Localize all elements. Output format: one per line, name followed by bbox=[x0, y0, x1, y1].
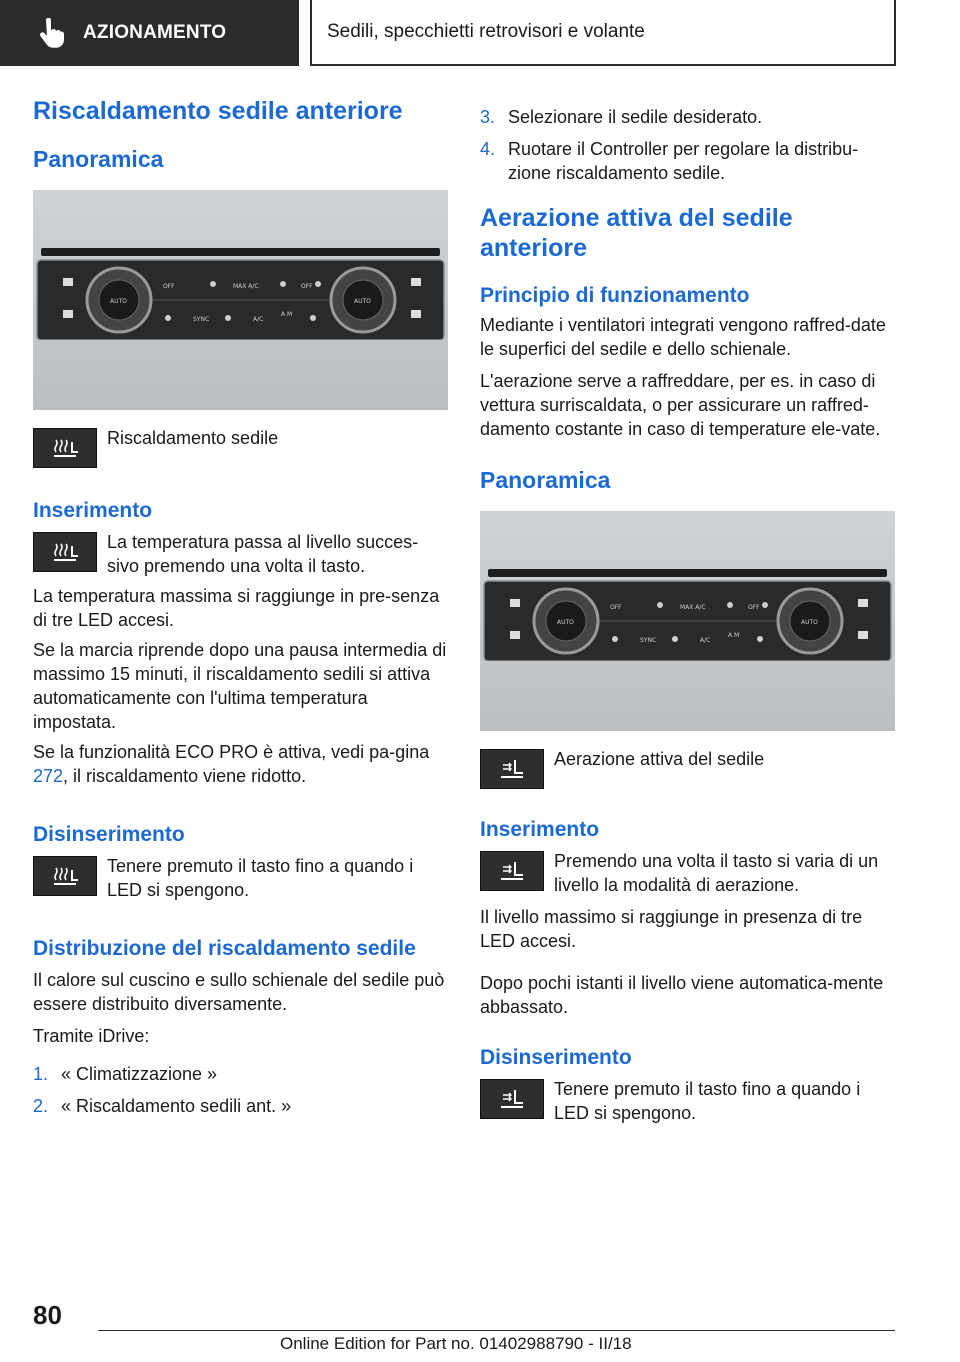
list-item bbox=[33, 1094, 447, 1118]
panel-label-off-right: OFF bbox=[301, 282, 313, 290]
heading-switch-on: Inserimento bbox=[480, 817, 600, 841]
panel-label-auto-right: AUTO bbox=[801, 618, 818, 626]
section-heading-seat-heating: Riscaldamento sedile anteriore bbox=[33, 97, 403, 125]
step-text: Selezionare il sedile desiderato. bbox=[508, 107, 763, 127]
step-number: 1. bbox=[33, 1064, 49, 1085]
seat-heating-icon bbox=[50, 540, 80, 564]
seat-ventilation-caption: Aerazione attiva del sedile bbox=[554, 748, 765, 769]
seat-heating-caption: Riscaldamento sedile bbox=[107, 427, 279, 448]
panel-label-max-ac: MAX A/C bbox=[233, 282, 259, 290]
paragraph: Se la marcia riprende dopo una pausa intermedia di massimo 15 minuti, il riscaldamento sedili si attiva automaticamente con l'ultima temperatura impostata. bbox=[33, 639, 447, 732]
heading-distribution: Distribuzione del riscaldamento sedile bbox=[33, 937, 416, 961]
paragraph-eco-pro bbox=[33, 740, 447, 788]
switch-on-text: Premendo una volta il tasto si varia di un livello la modalità di aerazione. bbox=[554, 851, 879, 896]
heading-principle: Principio di funzionamento bbox=[480, 284, 750, 307]
step-number: 3. bbox=[480, 107, 496, 127]
idrive-steps-list bbox=[33, 1062, 447, 1118]
page-reference-link[interactable]: 272 bbox=[33, 765, 64, 786]
seat-ventilation-button bbox=[480, 1079, 544, 1119]
panel-label-am: A M bbox=[728, 631, 740, 639]
switch-on-text: La temperatura passa al livello succes-sivo premendo una volta il tasto. bbox=[107, 531, 419, 576]
panel-label-off-right: OFF bbox=[748, 603, 760, 611]
seat-ventilation-icon bbox=[497, 859, 527, 883]
switch-off-text: Tenere premuto il tasto fino a quando i LED si spengono. bbox=[554, 1079, 861, 1124]
list-item bbox=[480, 137, 895, 185]
panel-label-auto-right: AUTO bbox=[354, 297, 371, 305]
seat-heating-button bbox=[33, 856, 97, 896]
paragraph: Il livello massimo si raggiunge in presenza di tre LED accesi. bbox=[480, 907, 863, 952]
step-text: « Climatizzazione » bbox=[61, 1064, 218, 1085]
panel-label-ac: A/C bbox=[253, 315, 264, 323]
seat-ventilation-icon-row bbox=[480, 747, 895, 789]
panel-label-ac: A/C bbox=[700, 636, 711, 644]
panel-label-auto-left: AUTO bbox=[557, 618, 574, 626]
paragraph: La temperatura massima si raggiunge in pre-senza di tre LED accesi. bbox=[33, 585, 440, 630]
text: Se la funzionalità ECO PRO è attiva, vedi pa-gina bbox=[33, 741, 430, 762]
switch-on-icon-row bbox=[480, 849, 895, 897]
heading-switch-off: Disinserimento bbox=[33, 822, 185, 846]
seat-heating-icon bbox=[50, 864, 80, 888]
climate-control-panel bbox=[33, 248, 448, 340]
list-item bbox=[33, 1062, 447, 1086]
seat-ventilation-button bbox=[480, 749, 544, 789]
chapter-tab bbox=[310, 0, 896, 66]
idrive-steps-list-continued bbox=[480, 105, 895, 185]
panel-label-auto-left: AUTO bbox=[110, 297, 127, 305]
right-column bbox=[480, 105, 895, 1125]
panel-label-am: A M bbox=[281, 310, 293, 318]
paragraph: Mediante i ventilatori integrati vengono raffred-date le superfici del sedile e dello schienale. bbox=[480, 315, 886, 360]
text: , il riscaldamento viene ridotto. bbox=[63, 765, 307, 786]
heading-switch-on: Inserimento bbox=[33, 498, 153, 522]
paragraph: L'aerazione serve a raffreddare, per es. in caso di vettura surriscaldata, o per assicurare un raffred-damento costante in caso di temperature ele-vate. bbox=[480, 371, 881, 440]
climate-panel-photo bbox=[33, 190, 448, 410]
seat-ventilation-icon bbox=[497, 1087, 527, 1111]
panel-label-max-ac: MAX A/C bbox=[680, 603, 706, 611]
panel-label-sync: SYNC bbox=[193, 315, 210, 323]
climate-panel-photo bbox=[480, 511, 895, 731]
panel-label-off-left: OFF bbox=[163, 282, 175, 290]
list-item bbox=[480, 105, 895, 129]
footer-divider bbox=[98, 1330, 895, 1331]
step-number: 2. bbox=[33, 1096, 49, 1117]
overview-heading: Panoramica bbox=[33, 146, 164, 172]
section-title: AZIONAMENTO bbox=[83, 22, 227, 43]
step-text: « Riscaldamento sedili ant. » bbox=[61, 1096, 292, 1117]
seat-heating-button bbox=[33, 532, 97, 572]
paragraph: Il calore sul cuscino e sullo schienale del sedile può essere distribuito diversamente. bbox=[33, 970, 445, 1015]
hand-pointer-icon bbox=[38, 18, 64, 48]
section-tab bbox=[0, 0, 299, 66]
edition-note: Online Edition for Part no. 01402988790 - II/18 bbox=[280, 1334, 632, 1353]
paragraph: Tramite iDrive: bbox=[33, 1026, 150, 1047]
seat-heating-icon bbox=[50, 436, 80, 460]
seat-ventilation-icon bbox=[497, 757, 527, 781]
switch-off-icon-row bbox=[33, 854, 447, 902]
panel-label-off-left: OFF bbox=[610, 603, 622, 611]
switch-off-text: Tenere premuto il tasto fino a quando i LED si spengono. bbox=[107, 856, 414, 901]
paragraph: Dopo pochi istanti il livello viene automatica-mente abbassato. bbox=[480, 973, 884, 1018]
switch-on-icon-row bbox=[33, 530, 447, 578]
overview-heading: Panoramica bbox=[480, 467, 611, 494]
step-number: 4. bbox=[480, 139, 496, 159]
step-text: Ruotare il Controller per regolare la distribu-zione riscaldamento sedile. bbox=[508, 139, 859, 183]
section-heading-seat-ventilation: Aerazione attiva del sedile anteriore bbox=[480, 204, 793, 262]
left-column bbox=[33, 96, 447, 1126]
climate-control-panel bbox=[480, 569, 895, 661]
seat-heating-icon-row bbox=[33, 426, 447, 468]
heading-switch-off: Disinserimento bbox=[480, 1046, 632, 1070]
page-header bbox=[0, 0, 960, 66]
chapter-title: Sedili, specchietti retrovisori e volante bbox=[327, 21, 645, 42]
seat-heating-button bbox=[33, 428, 97, 468]
panel-label-sync: SYNC bbox=[640, 636, 657, 644]
switch-off-icon-row bbox=[480, 1077, 895, 1125]
seat-ventilation-button bbox=[480, 851, 544, 891]
page-number: 80 bbox=[33, 1300, 62, 1330]
